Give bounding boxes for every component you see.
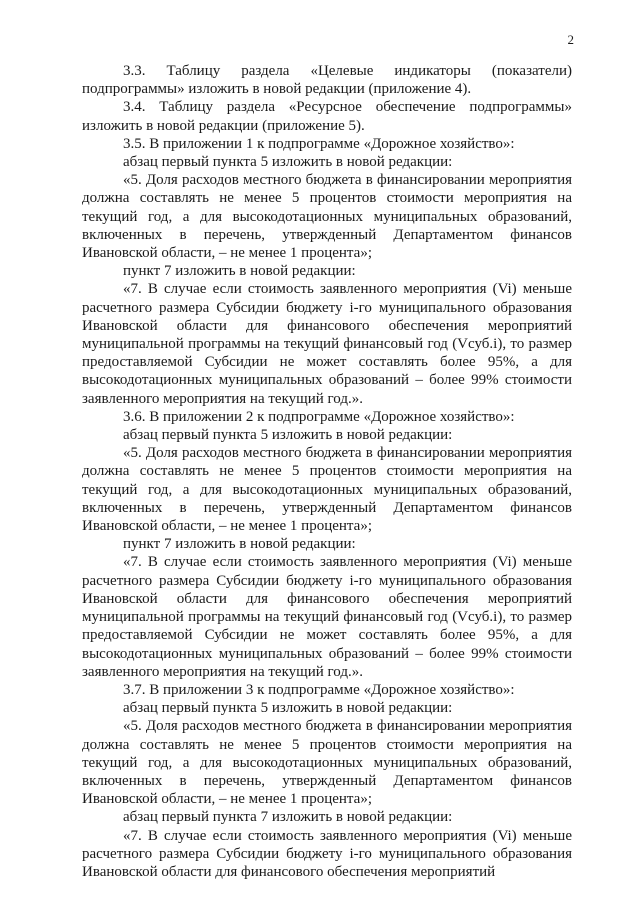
paragraph-3-7-item7-intro: абзац первый пункта 7 изложить в новой редакции: bbox=[123, 809, 453, 826]
paragraph-3-7-item5-text: «5. Доля расходов местного бюджета в финансировании мероприятия должна составлять не менее 5 процентов стоимости мероприятия на текущий год, а для высокодотационных муниципальных образований, включенных в перечень, утвержденный Департаментом финансов Ивановской области, – не менее 1 процента»; bbox=[82, 718, 572, 808]
document-body bbox=[82, 62, 572, 881]
paragraph-3-6-item7-intro: пункт 7 изложить в новой редакции: bbox=[123, 536, 356, 553]
paragraph-3-5-item7-intro: пункт 7 изложить в новой редакции: bbox=[123, 263, 356, 280]
paragraph-3-4: 3.4. Таблицу раздела «Ресурсное обеспечение подпрограммы» изложить в новой редакции (приложение 5). bbox=[82, 99, 572, 134]
paragraph-3-7: 3.7. В приложении 3 к подпрограмме «Дорожное хозяйство»: bbox=[123, 681, 515, 698]
paragraph-3-3: 3.3. Таблицу раздела «Целевые индикаторы (показатели) подпрограммы» изложить в новой редакции (приложение 4). bbox=[82, 63, 572, 98]
paragraph-3-6-item5-intro: абзац первый пункта 5 изложить в новой редакции: bbox=[123, 427, 453, 444]
paragraph-3-6-item7-text: «7. В случае если стоимость заявленного мероприятия (Vi) меньше расчетного размера Субсидии бюджету i-го муниципального образования Ивановской области для финансового обеспечения мероприятий муниципальной программы на текущий финансовый год (Vсуб.i), то размер предоставляемой Субсидии не может составлять более 95%, а для высокодотационных муниципальных образований – более 99% стоимости заявленного мероприятия на текущий год.». bbox=[82, 554, 572, 680]
page-number: 2 bbox=[567, 32, 574, 47]
paragraph-3-7-item5-intro: абзац первый пункта 5 изложить в новой редакции: bbox=[123, 700, 453, 717]
paragraph-3-6-item5-text: «5. Доля расходов местного бюджета в финансировании мероприятия должна составлять не менее 5 процентов стоимости мероприятия на текущий год, а для высокодотационных муниципальных образований, включенных в перечень, утвержденный Департаментом финансов Ивановской области, – не менее 1 процента»; bbox=[82, 445, 572, 535]
paragraph-3-5-item5-text: «5. Доля расходов местного бюджета в финансировании мероприятия должна составлять не менее 5 процентов стоимости мероприятия на текущий год, а для высокодотационных муниципальных образований, включенных в перечень, утвержденный Департаментом финансов Ивановской области, – не менее 1 процента»; bbox=[82, 172, 572, 262]
paragraph-3-5-item5-intro: абзац первый пункта 5 изложить в новой редакции: bbox=[123, 154, 453, 171]
paragraph-3-5-item7-text: «7. В случае если стоимость заявленного мероприятия (Vi) меньше расчетного размера Субсидии бюджету i-го муниципального образования Ивановской области для финансового обеспечения мероприятий муниципальной программы на текущий финансовый год (Vсуб.i), то размер предоставляемой Субсидии не может составлять более 95%, а для высокодотационных муниципальных образований – более 99% стоимости заявленного мероприятия на текущий год.». bbox=[82, 281, 572, 407]
paragraph-3-7-item7-text: «7. В случае если стоимость заявленного мероприятия (Vi) меньше расчетного размера Субсидии бюджету i-го муниципального образования Ивановской области для финансового обеспечения мероприятий bbox=[82, 827, 572, 880]
paragraph-3-6: 3.6. В приложении 2 к подпрограмме «Дорожное хозяйство»: bbox=[123, 408, 515, 425]
paragraph-3-5: 3.5. В приложении 1 к подпрограмме «Дорожное хозяйство»: bbox=[123, 135, 515, 152]
